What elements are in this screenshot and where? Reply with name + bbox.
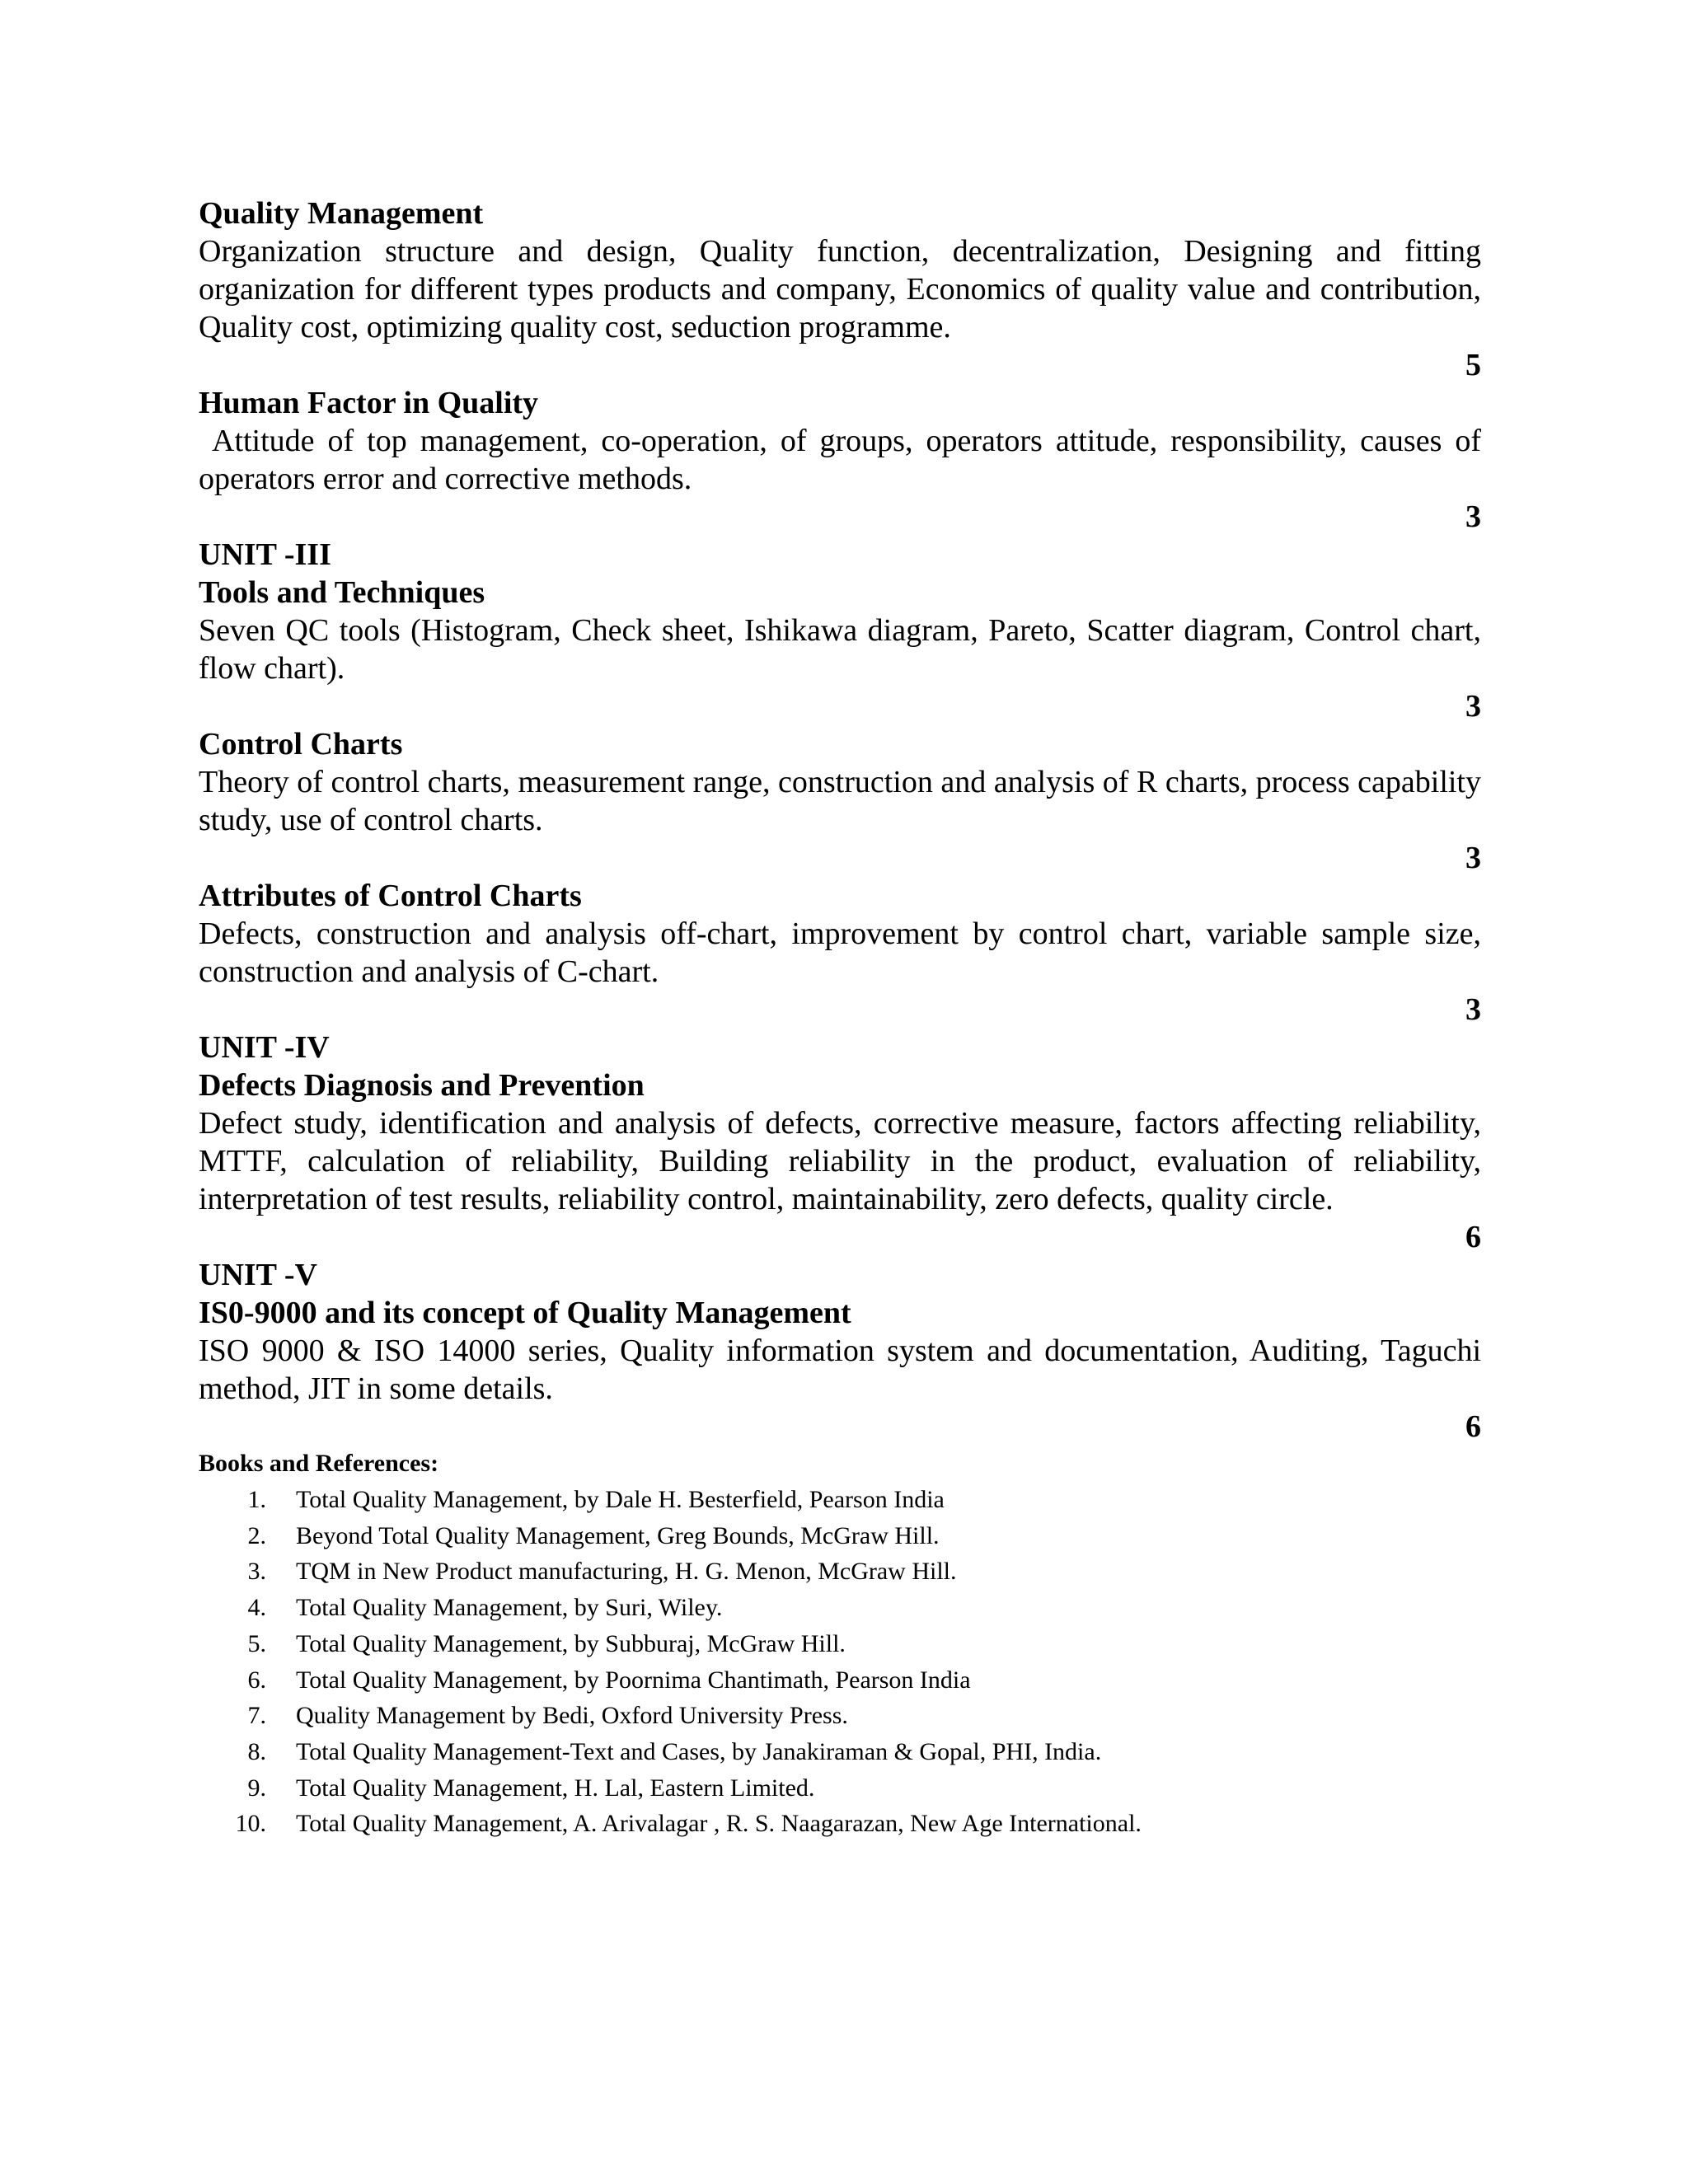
section-attributes-control-charts: [199, 877, 1481, 1029]
reference-text: Total Quality Management-Text and Cases, by Janakiraman & Gopal, PHI, India.: [296, 1737, 1102, 1765]
reference-text: Total Quality Management, by Poornima Chantimath, Pearson India: [296, 1666, 971, 1694]
reference-text: Total Quality Management, H. Lal, Eastern Limited.: [296, 1774, 815, 1802]
reference-number: 8.: [247, 1737, 266, 1765]
section-quality-management: [199, 194, 1481, 384]
section-title: Human Factor in Quality: [199, 386, 539, 420]
reference-number: 1.: [247, 1486, 266, 1513]
syllabus-page: [199, 194, 1489, 1842]
section-body: Organization structure and design, Quality function, decentralization, Designing and fitting organization for different types products and company, Economics of quality value and contribution, Quality cost, optimizing quality cost, seduction programme.: [199, 234, 1481, 344]
section-title: Control Charts: [199, 727, 403, 762]
reference-text: Beyond Total Quality Management, Greg Bounds, McGraw Hill.: [296, 1521, 940, 1549]
reference-item: [199, 1482, 1481, 1518]
reference-item: [199, 1626, 1481, 1662]
reference-item: [199, 1770, 1481, 1807]
section-body: Defects, construction and analysis off-chart, improvement by control chart, variable sample size, construction and analysis of C-chart.: [199, 916, 1481, 989]
references-heading: Books and References:: [199, 1450, 439, 1477]
section-control-charts: [199, 725, 1481, 877]
reference-item: [199, 1698, 1481, 1734]
reference-number: 6.: [247, 1666, 266, 1694]
reference-item: [199, 1734, 1481, 1770]
reference-item: [199, 1590, 1481, 1626]
reference-text: Total Quality Management, A. Arivalagar , R. S. Naagarazan, New Age International.: [296, 1810, 1142, 1838]
section-body: Seven QC tools (Histogram, Check sheet, Ishikawa diagram, Pareto, Scatter diagram, Control chart, flow chart).: [199, 613, 1481, 686]
section-hours: 6: [1465, 1220, 1481, 1254]
reference-number: 7.: [247, 1702, 266, 1730]
unit-heading: UNIT -III: [199, 537, 331, 572]
section-title: Attributes of Control Charts: [199, 879, 582, 913]
reference-item: [199, 1806, 1481, 1842]
section-title: Tools and Techniques: [199, 575, 485, 610]
reference-number: 2.: [247, 1521, 266, 1549]
references-list: [199, 1482, 1481, 1842]
reference-item: [199, 1518, 1481, 1554]
section-tools-techniques: [199, 536, 1481, 725]
section-body: Defect study, identification and analysis of defects, corrective measure, factors affecting reliability, MTTF, calculation of reliability, Building reliability in the product, evaluation of reliability, interpretation of test results, reliability control, maintainability, zero defects, quality circle.: [199, 1106, 1481, 1216]
references-section: [199, 1446, 1481, 1842]
section-hours: 3: [1465, 499, 1481, 534]
reference-number: 3.: [247, 1558, 266, 1586]
reference-number: 5.: [247, 1629, 266, 1657]
reference-item: [199, 1662, 1481, 1699]
section-title: IS0-9000 and its concept of Quality Management: [199, 1296, 851, 1330]
section-hours: 5: [1465, 348, 1481, 382]
section-hours: 3: [1465, 689, 1481, 724]
section-body: ISO 9000 & ISO 14000 series, Quality information system and documentation, Auditing, Taguchi method, JIT in some details.: [199, 1333, 1481, 1406]
section-title: Defects Diagnosis and Prevention: [199, 1068, 645, 1103]
unit-heading: UNIT -V: [199, 1258, 317, 1292]
section-hours: 6: [1465, 1409, 1481, 1444]
reference-number: 9.: [247, 1774, 266, 1802]
section-hours: 3: [1465, 841, 1481, 875]
unit-heading: UNIT -IV: [199, 1030, 330, 1065]
reference-number: 10.: [235, 1810, 266, 1838]
section-hours: 3: [1465, 992, 1481, 1027]
reference-text: TQM in New Product manufacturing, H. G. Menon, McGraw Hill.: [296, 1558, 957, 1586]
section-defects-diagnosis: [199, 1029, 1481, 1256]
reference-item: [199, 1554, 1481, 1590]
reference-number: 4.: [247, 1594, 266, 1622]
section-human-factor: [199, 384, 1489, 536]
section-title: Quality Management: [199, 196, 484, 231]
section-iso-9000: [199, 1256, 1481, 1446]
section-body: Theory of control charts, measurement range, construction and analysis of R charts, process capability study, use of control charts.: [199, 765, 1481, 837]
reference-text: Quality Management by Bedi, Oxford University Press.: [296, 1702, 848, 1730]
reference-text: Total Quality Management, by Dale H. Besterfield, Pearson India: [296, 1486, 945, 1513]
section-body: Attitude of top management, co-operation, of groups, operators attitude, responsibility, causes of operators error and corrective methods.: [199, 424, 1489, 496]
reference-text: Total Quality Management, by Subburaj, McGraw Hill.: [296, 1629, 846, 1657]
reference-text: Total Quality Management, by Suri, Wiley.: [296, 1594, 723, 1622]
